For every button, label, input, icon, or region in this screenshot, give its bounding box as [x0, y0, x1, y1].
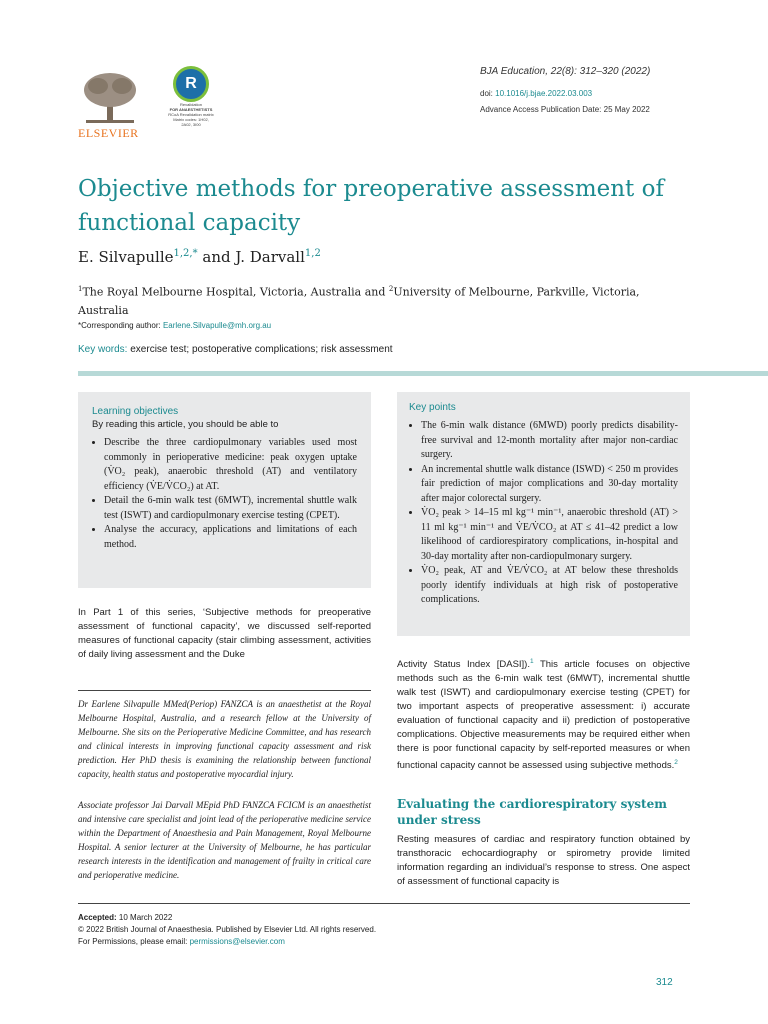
- key-points-box: [397, 392, 690, 636]
- citation: BJA Education, 22(8): 312–320 (2022): [480, 66, 651, 77]
- authors: E. Silvapulle$^{1,2,*}$ and J. Darvall$^{1,2}$: [78, 248, 321, 266]
- keywords: Key words: exercise test; postoperative complications; risk assessment: [78, 344, 393, 355]
- body-paragraph-1: In Part 1 of this series, ‘Subjective methods for preoperative assessment of functional capacity’, we discussed self-reported measures of functional capacity (stair climbing assessment, activities of daily living assessment and the Duke: [78, 607, 371, 660]
- journal-info: BJA Education, 22(8): 312–320 (2022) doi: 10.1016/j.bjae.2022.03.003 Advance Access Publication Date: 25 May 2022: [480, 64, 650, 118]
- corresponding-author: *Corresponding author: Earlene.Silvapulle@mh.org.au: [78, 321, 272, 330]
- author-bio-1: Dr Earlene Silvapulle MMed(Periop) FANZCA is an anaesthetist at the Royal Melbourne Hospital, Australia, and a research fellow at the University of Melbourne. She sits on the Perioperative Medicine Committee, and has research and clinical interests in improving functional capacity assessment and risk prediction. Her PhD thesis is examining the relationship between functional capacity, health status and postoperative myocardial injury.: [78, 699, 371, 779]
- article-title: Objective methods for preoperative assessment of functional capacity: [78, 176, 664, 236]
- body-paragraph-3: Resting measures of cardiac and respiratory function obtained by transthoracic echocardiography or spirometry provide limited information regarding an individual’s response to stress. One aspect of assessment of functional capacity is: [397, 834, 690, 887]
- affiliations: $^1$The Royal Melbourne Hospital, Victoria, Australia and $^2$University of Melbourne, Parkville, Victoria, Australia: [78, 285, 640, 317]
- body-paragraph-2: Activity Status Index [DASI]).$^1$ This article focuses on objective methods such as the 6-min walk test (6MWT), incremental shuttle walk test (ISWT) and cardiopulmonary exercise testing (CPET) for two important aspects of preoperative assessment: i) accurate evaluation of functional capacity and ii) prediction of postoperative complications. Objective measurements may be required either when there is poor functional capacity by self-reported measures or when functional capacity cannot be assessed using subjective methods.$^2$: [397, 658, 690, 772]
- key-point-item: • V̇O₂ peak > 14–15 ml kg⁻¹ min⁻¹, anaerobic threshold (AT) > 11 ml kg⁻¹ min⁻¹ and V̇E/V̇CO₂ at AT ≤ 41–42 predict a low likelihood of cardiorespiratory complications, in-hospital and 30-day mortality after non-cardiopulmonary surgery.: [421, 506, 678, 564]
- learning-objective-item: • Describe the three cardiopulmonary variables used most commonly in perioperative medicine: peak oxygen uptake (V̇O₂ peak), anaerobic threshold (AT) and ventilatory efficiency (V̇E/V̇CO₂) at AT.: [104, 436, 357, 494]
- bio-divider: [78, 690, 371, 691]
- section-heading: Evaluating the cardiorespiratory system under stress: [397, 797, 667, 827]
- learning-objective-item: • Detail the 6-min walk test (6MWT), incremental shuttle walk test (ISWT) and cardiopulmonary exercise testing (CPET).: [104, 494, 357, 523]
- learning-objective-item: • Analyse the accuracy, applications and limitations of each method.: [104, 523, 357, 552]
- access-date: Advance Access Publication Date: 25 May 2022: [480, 105, 650, 114]
- section-divider: [78, 371, 768, 376]
- footer-divider: [78, 903, 690, 904]
- footer-notes: Accepted: 10 March 2022 © 2022 British Journal of Anaesthesia. Published by Elsevier Ltd. All rights reserved. For Permissions, please email: permissions@elsevier.com: [78, 913, 377, 946]
- page-number: 312: [656, 977, 673, 988]
- key-points-heading: Key points: [409, 402, 456, 413]
- citation-ref[interactable]: 2: [674, 759, 678, 767]
- learning-objectives-heading: Learning objectives: [92, 406, 179, 417]
- learning-objectives-box: Learning objectives By reading this article, you should be able to • Describe the three cardiopulmonary variables used most commonly in perioperative medicine: peak oxygen uptake (V̇O₂ peak), anaerobic threshold (AT) and ventilatory efficiency (V̇E/V̇CO₂) at AT. • Detail the 6-min walk test (6MWT), incremental shuttle walk test (ISWT) and cardiopulmonary exercise testing (CPET). • Analyse the accuracy, applications and limitations of each method.: [78, 392, 371, 588]
- author-bio-2: Associate professor Jai Darvall MEpid PhD FANZCA FCICM is an anaesthetist and intensive care specialist and joint lead of the perioperative medicine service within the Department of Anaesthesia and Pain Management, Royal Melbourne Hospital. A senior lecturer at the University of Melbourne, he has particular research interests in the identification and management of frailty in critical care and perioperative medicine.: [78, 800, 371, 880]
- key-point-item: • V̇O₂ peak, AT and V̇E/V̇CO₂ at AT below these thresholds poorly identify individuals at high risk of postoperative complications.: [421, 564, 678, 608]
- corresponding-email-link[interactable]: Earlene.Silvapulle@mh.org.au: [162, 321, 272, 330]
- key-point-item: • The 6-min walk distance (6MWD) poorly predicts disability-free survival and 12-month mortality after major non-cardiac surgery.: [421, 419, 678, 463]
- revalidation-r-icon: R: [173, 66, 209, 102]
- key-point-item: • An incremental shuttle walk distance (ISWD) < 250 m provides fair prediction of major complications and 30-day mortality after major colorectal surgery.: [421, 463, 678, 507]
- permissions-email-link[interactable]: permissions@elsevier.com: [189, 937, 285, 946]
- elsevier-wordmark: ELSEVIER: [78, 126, 139, 140]
- citation-ref[interactable]: 1: [530, 658, 534, 665]
- revalidation-logo: R Revalidation FOR ANAESTHETISTS RCoA Revalidation matrix Matrix codes: 1H02, 2A02, 3I00: [168, 66, 214, 127]
- doi-link[interactable]: 10.1016/j.bjae.2022.03.003: [495, 89, 593, 98]
